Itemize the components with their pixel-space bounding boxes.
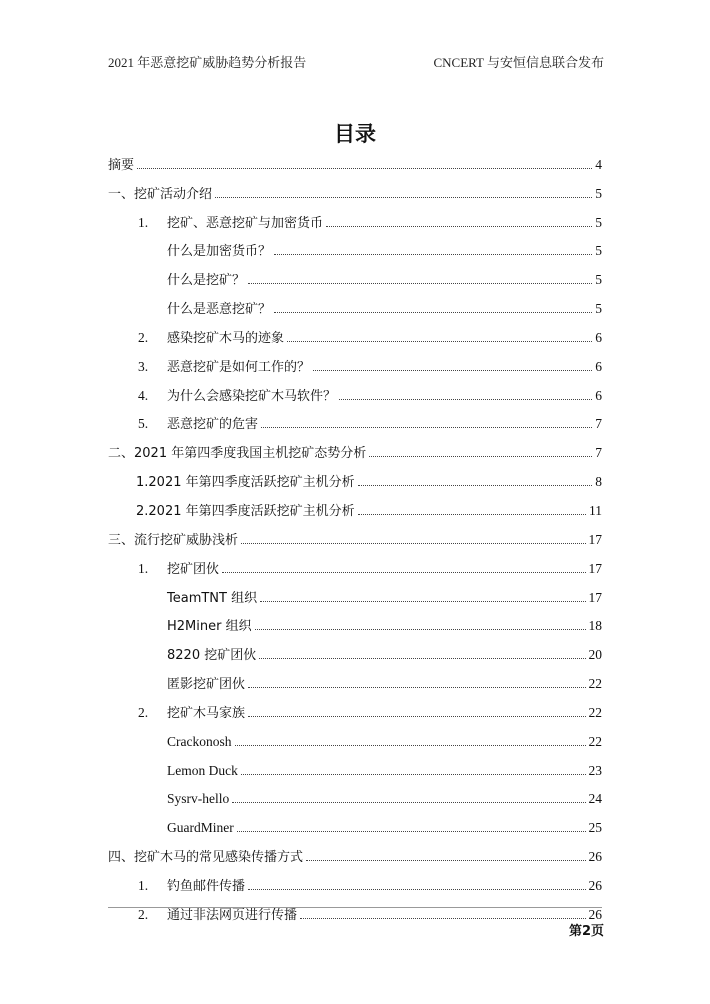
toc-entry-page: 22: [588, 733, 602, 749]
toc-entry-label: 摘要: [108, 157, 135, 173]
toc-entry-page: 18: [588, 618, 602, 634]
toc-entry-label: 1.2021 年第四季度活跃挖矿主机分析: [136, 475, 355, 491]
toc-entry-label: 2.2021 年第四季度活跃挖矿主机分析: [136, 503, 355, 519]
toc-entry[interactable]: [108, 525, 602, 554]
toc-entry[interactable]: [108, 467, 602, 496]
page-header: [108, 52, 604, 72]
toc-entry[interactable]: [108, 900, 602, 929]
toc-entry-label: Crackonosh: [167, 733, 232, 749]
dot-leader: [260, 601, 585, 602]
toc-entry-page: 5: [595, 272, 602, 288]
toc-entry-page: 25: [588, 820, 602, 836]
toc-entry[interactable]: [108, 237, 602, 266]
toc-entry-label: 二、2021 年第四季度我国主机挖矿态势分析: [108, 446, 367, 462]
toc-entry[interactable]: [108, 871, 602, 900]
toc-entry-page: 11: [589, 502, 602, 518]
toc-entry-label: Lemon Duck: [167, 762, 238, 778]
toc-entry-page: 26: [588, 906, 602, 922]
dot-leader: [248, 716, 585, 717]
toc-entry-label: 什么是加密货币？: [167, 244, 272, 260]
toc-entry[interactable]: [108, 381, 602, 410]
toc-entry-label: GuardMiner: [167, 820, 234, 836]
footer-divider: [108, 907, 602, 908]
toc-entry[interactable]: [108, 698, 602, 727]
toc-entry-page: 20: [588, 647, 602, 663]
dot-leader: [215, 197, 592, 198]
dot-leader: [369, 456, 592, 457]
toc-title: 目录: [334, 122, 376, 146]
dot-leader: [358, 514, 586, 515]
dot-leader: [248, 687, 585, 688]
toc-entry[interactable]: [108, 438, 602, 467]
toc-entry-label: 什么是挖矿？: [167, 273, 246, 289]
toc-entry[interactable]: [108, 669, 602, 698]
dot-leader: [300, 918, 585, 919]
toc-entry-label: 8220 挖矿团伙: [167, 648, 257, 664]
toc-entry-number: 1.: [138, 877, 149, 893]
toc-entry-page: 23: [588, 762, 602, 778]
toc-entry-page: 6: [595, 358, 602, 374]
toc-entry-label: 钓鱼邮件传播: [167, 878, 246, 894]
toc-entry[interactable]: [108, 727, 602, 756]
dot-leader: [241, 774, 586, 775]
toc-entry-label: 挖矿、恶意挖矿与加密货币: [167, 215, 324, 231]
toc-entry-page: 24: [588, 791, 602, 807]
toc-entry[interactable]: [108, 208, 602, 237]
dot-leader: [255, 629, 586, 630]
toc-entry-page: 6: [595, 329, 602, 345]
dot-leader: [287, 341, 592, 342]
toc-entry[interactable]: [108, 410, 602, 439]
toc-entry-label: 挖矿团伙: [167, 561, 220, 577]
toc-entry-label: 通过非法网页进行传播: [167, 907, 298, 923]
toc-entry[interactable]: [108, 179, 602, 208]
dot-leader: [259, 658, 585, 659]
toc-entry[interactable]: [108, 842, 602, 871]
dot-leader: [237, 831, 586, 832]
toc-entry-page: 22: [588, 676, 602, 692]
toc-entry-label: 匿影挖矿团伙: [167, 677, 246, 693]
toc-entry-label: 四、挖矿木马的常见感染传播方式: [108, 850, 304, 866]
header-report-title: 2021 年恶意挖矿威胁趋势分析报告: [108, 55, 307, 70]
toc-entry-page: 7: [595, 416, 602, 432]
toc-entry[interactable]: [108, 785, 602, 814]
toc-entry[interactable]: [108, 496, 602, 525]
toc-entry-page: 5: [595, 185, 602, 201]
toc-entry-number: 5.: [138, 416, 149, 432]
toc-entry-page: 5: [595, 301, 602, 317]
toc-entry-label: TeamTNT 组织: [167, 590, 258, 606]
toc-entry[interactable]: [108, 640, 602, 669]
toc-entry-number: 3.: [138, 358, 149, 374]
dot-leader: [248, 283, 592, 284]
toc-entry[interactable]: [108, 323, 602, 352]
toc-entry[interactable]: [108, 554, 602, 583]
toc-entry-page: 5: [595, 214, 602, 230]
toc-entry-label: 什么是恶意挖矿？: [167, 302, 272, 318]
toc-entry-page: 7: [595, 445, 602, 461]
dot-leader: [326, 226, 592, 227]
toc-entry-number: 1.: [138, 214, 149, 230]
toc-entry[interactable]: [108, 813, 602, 842]
toc-entry-page: 6: [595, 387, 602, 403]
toc-entry[interactable]: [108, 265, 602, 294]
dot-leader: [274, 254, 592, 255]
dot-leader: [232, 802, 585, 803]
toc-entry-page: 8: [595, 474, 602, 490]
toc-entry-page: 26: [588, 849, 602, 865]
toc-entry[interactable]: [108, 583, 602, 612]
toc-entry-label: 为什么会感染挖矿木马软件？: [167, 388, 337, 404]
toc-entry[interactable]: [108, 150, 602, 179]
toc-entry[interactable]: [108, 756, 602, 785]
toc-entry-page: 22: [588, 704, 602, 720]
dot-leader: [261, 427, 592, 428]
toc-entry-label: Sysrv-hello: [167, 791, 230, 807]
toc-entry[interactable]: [108, 294, 602, 323]
dot-leader: [222, 572, 585, 573]
page-number: 第2页: [568, 924, 604, 939]
dot-leader: [274, 312, 592, 313]
toc-entry-label: 三、流行挖矿威胁浅析: [108, 532, 239, 548]
dot-leader: [313, 370, 592, 371]
toc-entry-label: 恶意挖矿的危害: [167, 417, 259, 433]
dot-leader: [358, 485, 593, 486]
toc-entry-number: 1.: [138, 560, 149, 576]
table-of-contents: [108, 150, 602, 929]
toc-entry-page: 17: [588, 531, 602, 547]
toc-entry[interactable]: [108, 352, 602, 381]
dot-leader: [339, 399, 592, 400]
toc-entry-page: 17: [588, 560, 602, 576]
toc-entry-page: 4: [595, 156, 602, 172]
dot-leader: [137, 168, 592, 169]
toc-entry-label: H2Miner 组织: [167, 619, 252, 635]
dot-leader: [248, 889, 585, 890]
toc-entry-number: 2.: [138, 704, 149, 720]
toc-entry-page: 5: [595, 243, 602, 259]
toc-entry-number: 4.: [138, 387, 149, 403]
toc-entry-number: 2.: [138, 906, 149, 922]
dot-leader: [241, 543, 585, 544]
toc-entry[interactable]: [108, 612, 602, 641]
dot-leader: [235, 745, 586, 746]
toc-entry-page: 17: [588, 589, 602, 605]
header-publisher: CNCERT 与安恒信息联合发布: [433, 55, 604, 70]
toc-entry-label: 一、挖矿活动介绍: [108, 186, 213, 202]
toc-entry-label: 感染挖矿木马的迹象: [167, 330, 285, 346]
toc-entry-page: 26: [588, 877, 602, 893]
toc-entry-number: 2.: [138, 329, 149, 345]
toc-entry-label: 恶意挖矿是如何工作的？: [167, 359, 311, 375]
dot-leader: [306, 860, 585, 861]
toc-entry-label: 挖矿木马家族: [167, 705, 246, 721]
